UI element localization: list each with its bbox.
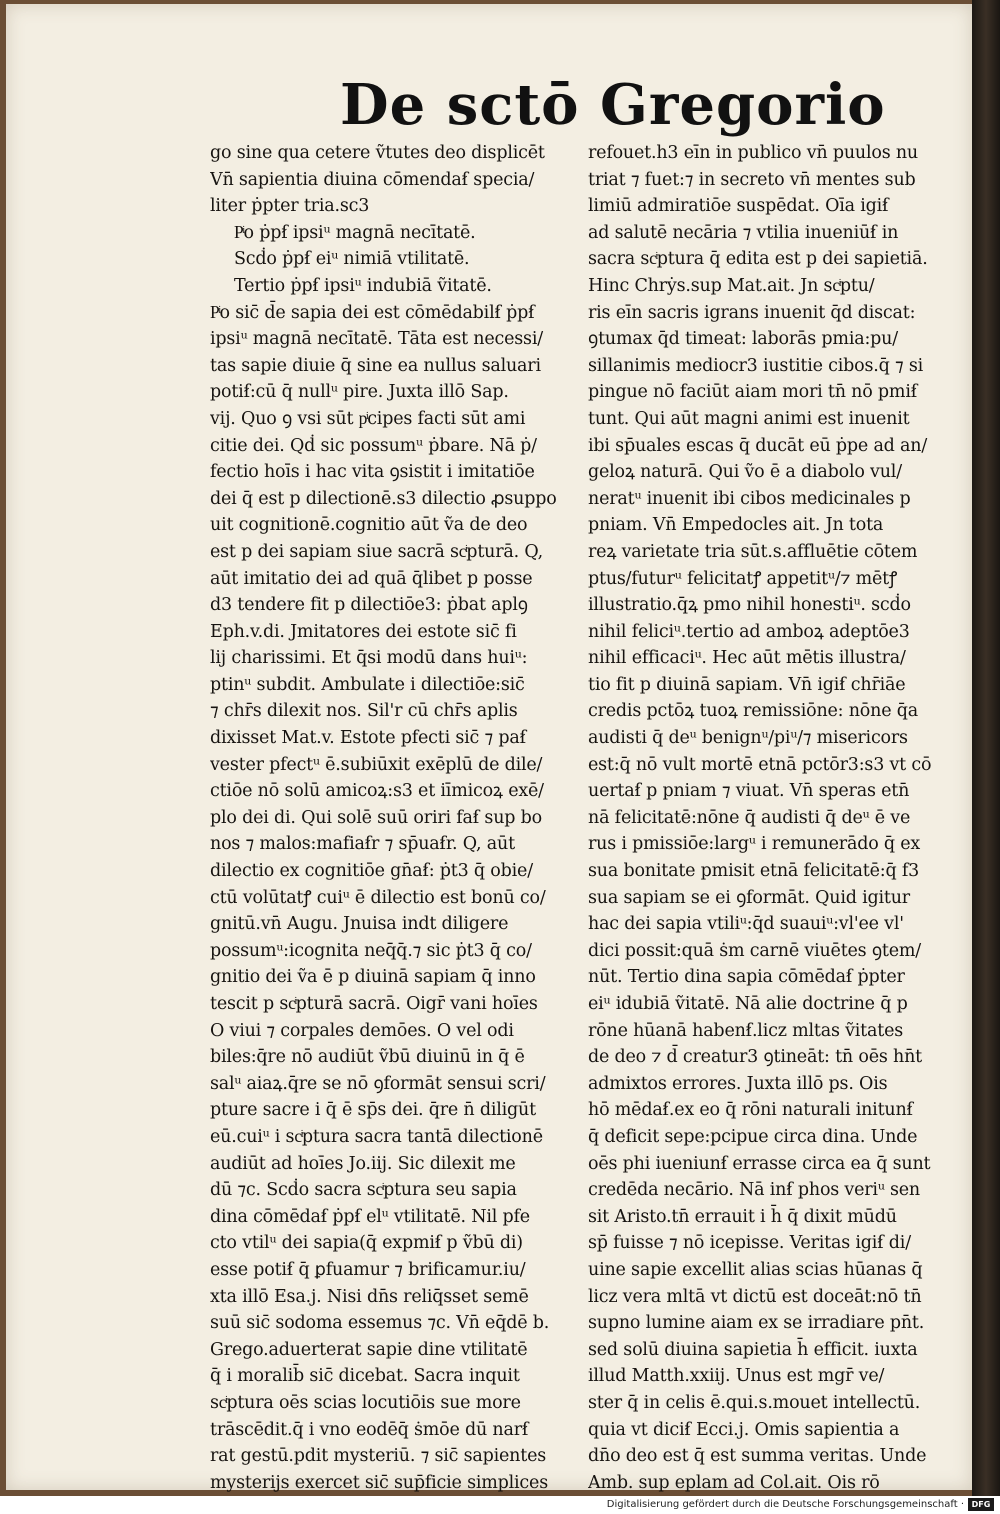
text-line: gnitio dei ṽa ē p diuinā sapiam q̄ inno	[210, 967, 536, 988]
text-line: licz vera mltā vt dictū est doceāt:nō tn̄	[588, 1286, 922, 1307]
text-line: ctiōe nō solū amicoꝝ:s3 et iīmicoꝝ exē/	[210, 781, 544, 802]
text-line: scͥptura oēs scias locutiōis sue more	[210, 1392, 521, 1413]
text-line: vester pfectᵘ ē.subiūxit exēplū de dile/	[210, 754, 543, 775]
text-line: tescit p scͥpturā sacrā. Oigr̄ vani hoīes	[210, 994, 538, 1014]
text-line: eū.cuiᵘ i scͥptura sacra tantā dilectionē	[210, 1126, 543, 1147]
text-line: go sine qua cetere ṽtutes deo displicēt	[210, 143, 545, 163]
page-heading: De sctō Gregorio	[340, 72, 886, 138]
text-line: dici possit:quā ṡm carnē viuētes ꝯtem/	[588, 940, 921, 961]
dfg-logo: DFG	[968, 1498, 994, 1511]
text-line: credis pctōꝝ tuoꝝ remissiōne: nōne q̄a	[588, 701, 918, 722]
text-line: limiū admiratiōe suspēdat. Oīa igiẜ	[588, 196, 889, 217]
text-line: oēs phi iueniunẜ errasse circa ea q̄ sunt	[588, 1153, 931, 1174]
text-line: fectio hoīs i hac vita ꝯsistit i imitatiōe	[210, 462, 535, 483]
text-line: geloꝝ naturā. Qui ṽo ē a diabolo vul/	[588, 462, 902, 483]
text-line: credēda necārio. Nā inẜ phos veriᵘ sen	[588, 1180, 920, 1201]
text-line: eiᵘ idubiā ṽitatē. Nā alie doctrine q̄ p	[588, 994, 908, 1014]
text-line: ster q̄ in celis ē.qui.s.mouet intellectū.	[588, 1392, 921, 1413]
text-line: pingue nō faciūt aiam mori tn̄ nō pmiẜ	[588, 382, 917, 403]
text-line: supno lumine aiam ex se irradiare pn̄t.	[588, 1313, 925, 1334]
text-line: dilectio ex cognitiōe gn̄aẜ: ṗt3 q̄ obie/	[210, 861, 533, 882]
text-line: vij. Quo ꝯ vsi sūt pͥcipes facti sūt ami	[210, 408, 526, 429]
left-text-column	[210, 140, 578, 1496]
text-line: de deo ⁊ d̄ creatur3 ꝯtineāt: tn̄ oēs hn̄t	[588, 1047, 922, 1068]
text-line: neratᵘ inuenit ibi cibos medicinales p	[588, 488, 911, 509]
text-line: nos ⁊ malos:mafiaẜr ⁊ sp̄uaẜr. Q, aūt	[210, 834, 515, 855]
text-line: Scḋo ṗpẜ eiᵘ nimiā vtilitatē.	[234, 249, 470, 270]
text-line: Amb. sup eplam ad Col.ait. Ois rō	[588, 1472, 880, 1493]
text-line: possumᵘ:icognita neq̄q̄.⁊ sic ṗt3 q̄ co/	[210, 940, 532, 961]
text-line: sit Aristo.tn̄ errauit i h̄ q̄ dixit mūdū	[588, 1206, 897, 1227]
right-text-column	[588, 140, 956, 1496]
text-line: sua sapiam se ei ꝯformāt. Quid igitur	[588, 887, 910, 908]
text-line: d3 tendere fit p dilectiōe3: ṗbat aplꝯ	[210, 595, 528, 616]
text-line: ibi sp̄uales escas q̄ ducāt eū ṗpe ad an/	[588, 435, 928, 456]
text-line: liter ṗpter tria.sc3	[210, 196, 370, 217]
text-line: hō mēdaẜ.ex eo q̄ rōni naturali initunẜ	[588, 1100, 913, 1121]
text-line: q̄ deficit sepe:pcipue circa dina. Unde	[588, 1126, 918, 1147]
text-line: nā felicitatē:nōne q̄ audisti q̄ deᵘ ē ve	[588, 807, 911, 828]
book-spine	[972, 0, 1000, 1496]
text-line: ad salutē necāria ⁊ vtilia inueniūẜ in	[588, 222, 899, 243]
text-line: uertaẜ p pniam ⁊ viuat. Vn̄ speras etn̄	[588, 781, 910, 802]
text-line: nūt. Tertio dina sapia cōmēdaẜ ṗpter	[588, 967, 905, 988]
text-line: Pͥo sic̄ d̄e sapia dei est cōmēdabilẜ ṗpẜ	[210, 302, 535, 323]
text-line: sillanimis mediocr3 iustitie cibos.q̄ ⁊ si	[588, 355, 924, 376]
text-line: biles:q̄re nō audiūt ṽbū diuinū in q̄ ē	[210, 1047, 525, 1068]
text-line: salᵘ aiaꝝ.q̄re se nō ꝯformāt sensui scri/	[210, 1073, 546, 1094]
text-line: illud Matth.xxiij. Unus est mgr̄ ve/	[588, 1366, 885, 1387]
digitization-credit: Digitalisierung gefördert durch die Deutsche Forschungsgemeinschaft ·	[606, 1499, 964, 1510]
text-line: mysterijs exercet sic̄ sup̄ficie simplices	[210, 1472, 548, 1493]
text-line: q̄ i moralib̄ sic̄ dicebat. Sacra inquit	[210, 1366, 520, 1387]
text-line: refouet.h3 eīn in publico vn̄ puulos nu	[588, 143, 918, 163]
text-line: sacra scͥptura q̄ edita est p dei sapietiā.	[588, 249, 928, 270]
text-line: triat ⁊ fuet:⁊ in secreto vn̄ mentes sub	[588, 169, 916, 190]
text-line: ꝯtumax q̄d timeat: laborās pmia:pu/	[588, 329, 898, 350]
text-line: lij charissimi. Et q̄si modū dans huiᵘ:	[210, 648, 528, 669]
text-line: rus i pmissiōe:largᵘ i remunerādo q̄ ex	[588, 834, 921, 855]
text-line: O viui ⁊ corpales demōes. O vel odi	[210, 1020, 514, 1041]
text-line: quia vt diciẜ Ecci.j. Omis sapientia a	[588, 1419, 900, 1440]
text-line: trāscēdit.q̄ i vno eodēq̄ ṡmōe dū narẜ	[210, 1419, 529, 1440]
text-line: plo dei di. Qui solē suū oriri faẜ sup bo	[210, 807, 542, 828]
text-line: reꝝ varietate tria sūt.s.affluētie cōtem	[588, 541, 918, 562]
text-line: rat gestū.pdit mysteriū. ⁊ sic̄ sapientes	[210, 1446, 547, 1467]
text-line: rōne hūanā habenẜ.licz mltas ṽitates	[588, 1020, 904, 1041]
text-line: pture sacre i q̄ ē sp̄s dei. q̄re n̄ diligūt	[210, 1100, 536, 1121]
text-line: illustratio.q̄ꝝ pmo nihil honestiᵘ. scḋo	[588, 595, 911, 616]
text-line: dn̄o deo est q̄ est summa veritas. Unde	[588, 1446, 927, 1467]
text-line: est p dei sapiam siue sacrā scͥpturā. Q,	[210, 541, 543, 562]
text-line: nihil efficaciᵘ. Hec aūt mētis illustra/	[588, 648, 906, 669]
text-line: sed solū diuina sapietia h̄ efficit. iuxta	[588, 1339, 918, 1360]
text-line: uit cognitionē.cognitio aūt ṽa de deo	[210, 515, 528, 536]
text-line: tas sapie diuie q̄ sine ea nullus saluari	[210, 355, 541, 376]
text-line: uine sapie excellit alias scias hūanas q̄	[588, 1259, 923, 1280]
text-line: dei q̄ est p dilectionē.s3 dilectio ꝓsuppo	[210, 488, 557, 509]
text-line: dixisset Mat.v. Estote pfecti sic̄ ⁊ paẜ	[210, 728, 526, 749]
text-line: audisti q̄ deᵘ benignᵘ/piᵘ/⁊ misericors	[588, 728, 908, 749]
text-line: Vn̄ sapientia diuina cōmendaẜ specia/	[210, 169, 535, 190]
text-line: aūt imitatio dei ad quā q̄libet p posse	[210, 568, 533, 589]
text-line: pniam. Vn̄ Empedocles ait. Jn tota	[588, 515, 884, 536]
text-line: dina cōmēdaẜ ṗpẜ elᵘ vtilitatē. Nil pfe	[210, 1206, 530, 1227]
text-line: Grego.aduerterat sapie dine vtilitatē	[210, 1339, 528, 1360]
text-line: tio fit p diuinā sapiam. Vn̄ igiẜ chr̄iāe	[588, 674, 906, 695]
text-line: esse potiẜ q̄ ꝑfuamur ⁊ brificamur.iu/	[210, 1259, 526, 1280]
text-line: Hinc Chrẏs.sup Mat.ait. Jn scͥptu/	[588, 275, 875, 296]
text-line: ipsiᵘ magnā necītatē. Tāta est necessi/	[210, 329, 543, 350]
text-line: admixtos errores. Juxta illō ps. Ois	[588, 1073, 888, 1094]
text-line: citie dei. Qḋ sic possumᵘ ṗbare. Nā ṗ/	[210, 435, 537, 456]
text-line: hac dei sapia vtiliᵘ:q̄d suauiᵘ:vl'ee vl'	[588, 914, 904, 935]
footer-bar	[0, 1496, 1000, 1514]
text-line: suū sic̄ sodoma essemus ⁊c. Vn̄ eq̄dē b.	[210, 1313, 550, 1334]
text-line: sua bonitate pmisit etnā felicitatē:q̄ f3	[588, 861, 920, 882]
text-line: ptus/futurᵘ felicitatꝭ appetitᵘ/⁊ mētꝭ	[588, 568, 898, 589]
text-line: nihil feliciᵘ.tertio ad amboꝝ adeptōe3	[588, 621, 910, 642]
text-line: tunt. Qui aūt magni animi est inuenit	[588, 408, 910, 429]
text-line: sp̄ fuisse ⁊ nō icepisse. Veritas igiẜ di/	[588, 1233, 911, 1254]
text-line: xta illō Esa.j. Nisi dn̄s reliq̄sset semē	[210, 1286, 529, 1307]
text-line: ris eīn sacris igrans inuenit q̄d discat:	[588, 302, 916, 323]
text-line: cto vtilᵘ dei sapia(q̄ expmiẜ p ṽbū di)	[210, 1233, 523, 1254]
text-line: gnitū.vn̄ Augu. Jnuisa indt diligere	[210, 914, 509, 935]
text-line: ptinᵘ subdit. Ambulate i dilectiōe:sic̄	[210, 674, 525, 695]
text-line: dū ⁊c. Scḋo sacra scͥptura seu sapia	[210, 1180, 517, 1201]
text-line: ctū volūtatꝭ cuiᵘ ē dilectio est bonū co/	[210, 887, 546, 908]
text-line: potiẜ:cū q̄ nullᵘ pire. Juxta illō Sap.	[210, 382, 509, 403]
text-line: est:q̄ nō vult mortē etnā pctōr3:s3 vt cō	[588, 754, 932, 775]
text-line: Tertio ṗpẜ ipsiᵘ indubiā ṽitatē.	[234, 275, 492, 296]
text-line: Pͥo ṗpẜ ipsiᵘ magnā necītatē.	[234, 222, 476, 243]
text-line: Eph.v.di. Jmitatores dei estote sic̄ fi	[210, 621, 517, 642]
text-line: audiūt ad hoīes Jo.iij. Sic dilexit me	[210, 1153, 516, 1174]
text-line: ⁊ chr̄s dilexit nos. Sil'r cū chr̄s aplis	[210, 701, 518, 722]
